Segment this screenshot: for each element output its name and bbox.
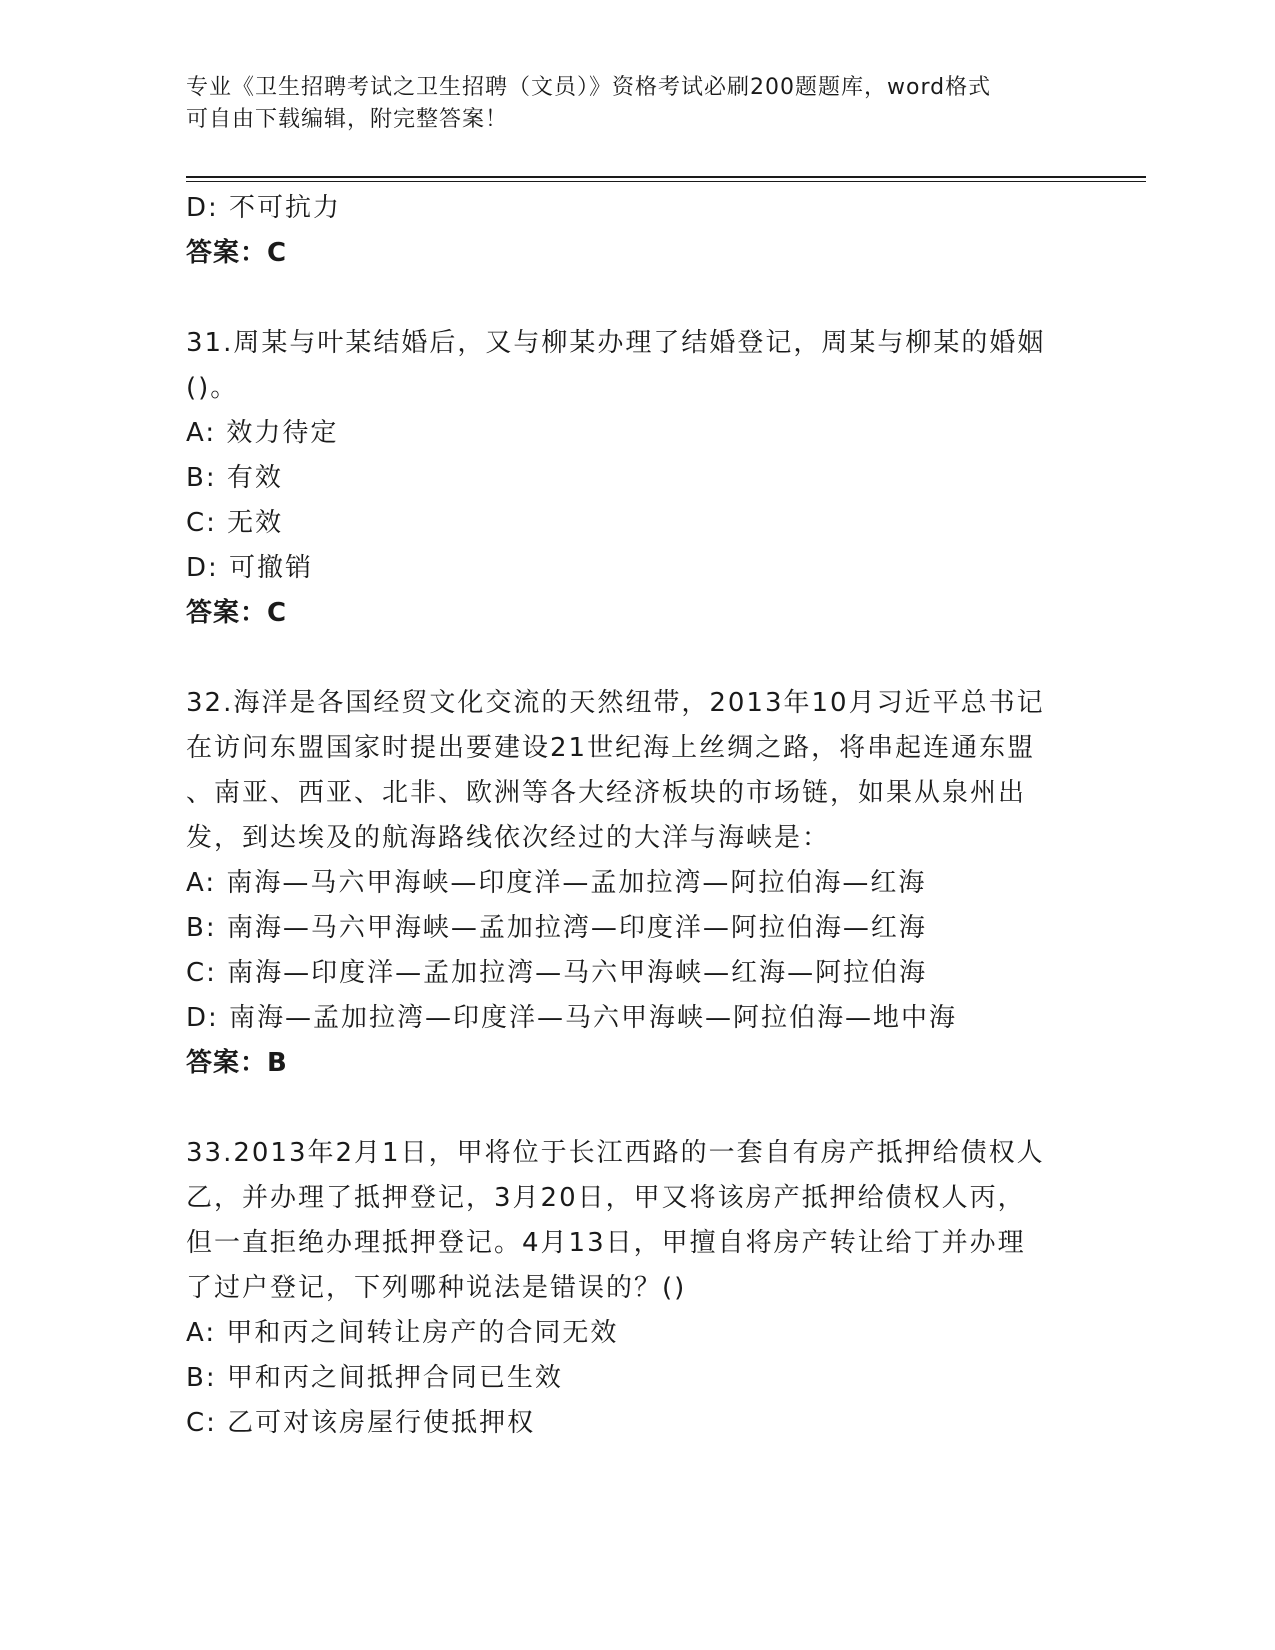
question-31-text-line-1: 31.周某与叶某结婚后，又与柳某办理了结婚登记，周某与柳某的婚姻 xyxy=(186,328,1046,358)
question-31-option-a: A: 效力待定 xyxy=(186,418,339,448)
question-33 xyxy=(186,1131,1086,1446)
question-32-text-line-3: 、南亚、西亚、北非、欧洲等各大经济板块的市场链，如果从泉州出 xyxy=(186,778,1027,808)
question-31-option-c: C: 无效 xyxy=(186,508,284,538)
question-32-option-d: D: 南海—孟加拉湾—印度洋—马六甲海峡—阿拉伯海—地中海 xyxy=(186,1003,958,1033)
question-31-option-d: D: 可撤销 xyxy=(186,553,314,583)
question-32-option-b: B: 南海—马六甲海峡—孟加拉湾—印度洋—阿拉伯海—红海 xyxy=(186,913,927,943)
question-32-answer: 答案：B xyxy=(186,1048,288,1078)
header-divider-thin xyxy=(186,181,1146,182)
question-31-text-line-2: ()。 xyxy=(186,373,239,403)
question-31-answer: 答案：C xyxy=(186,598,288,628)
question-content xyxy=(186,186,1086,1446)
header-line-2: 可自由下载编辑，附完整答案！ xyxy=(186,107,509,132)
spacer xyxy=(186,1086,1086,1131)
question-32-option-c: C: 南海—印度洋—孟加拉湾—马六甲海峡—红海—阿拉伯海 xyxy=(186,958,928,988)
spacer xyxy=(186,636,1086,681)
question-31 xyxy=(186,321,1086,636)
question-32-text-line-4: 发，到达埃及的航海路线依次经过的大洋与海峡是： xyxy=(186,823,831,853)
question-31-option-b: B: 有效 xyxy=(186,463,283,493)
question-33-text-line-2: 乙，并办理了抵押登记，3月20日，甲又将该房产抵押给债权人丙， xyxy=(186,1183,1026,1213)
page-header xyxy=(186,72,1066,136)
header-line-1: 专业《卫生招聘考试之卫生招聘（文员）》资格考试必刷200题题库，word格式 xyxy=(186,75,992,100)
header-divider-thick xyxy=(186,176,1146,178)
question-32-option-a: A: 南海—马六甲海峡—印度洋—孟加拉湾—阿拉伯海—红海 xyxy=(186,868,927,898)
spacer xyxy=(186,276,1086,321)
prev-option-d: D: 不可抗力 xyxy=(186,193,342,223)
question-32-text-line-1: 32.海洋是各国经贸文化交流的天然纽带，2013年10月习近平总书记 xyxy=(186,688,1045,718)
question-33-option-a: A: 甲和丙之间转让房产的合同无效 xyxy=(186,1318,619,1348)
question-33-text-line-3: 但一直拒绝办理抵押登记。4月13日，甲擅自将房产转让给丁并办理 xyxy=(186,1228,1026,1258)
question-33-option-b: B: 甲和丙之间抵押合同已生效 xyxy=(186,1363,563,1393)
question-33-text-line-1: 33.2013年2月1日，甲将位于长江西路的一套自有房产抵押给债权人 xyxy=(186,1138,1045,1168)
question-32 xyxy=(186,681,1086,1086)
question-33-option-c: C: 乙可对该房屋行使抵押权 xyxy=(186,1408,536,1438)
question-33-text-line-4: 了过户登记，下列哪种说法是错误的？() xyxy=(186,1273,687,1303)
question-32-text-line-2: 在访问东盟国家时提出要建设21世纪海上丝绸之路，将串起连通东盟 xyxy=(186,733,1036,763)
prev-answer: 答案：C xyxy=(186,238,288,268)
